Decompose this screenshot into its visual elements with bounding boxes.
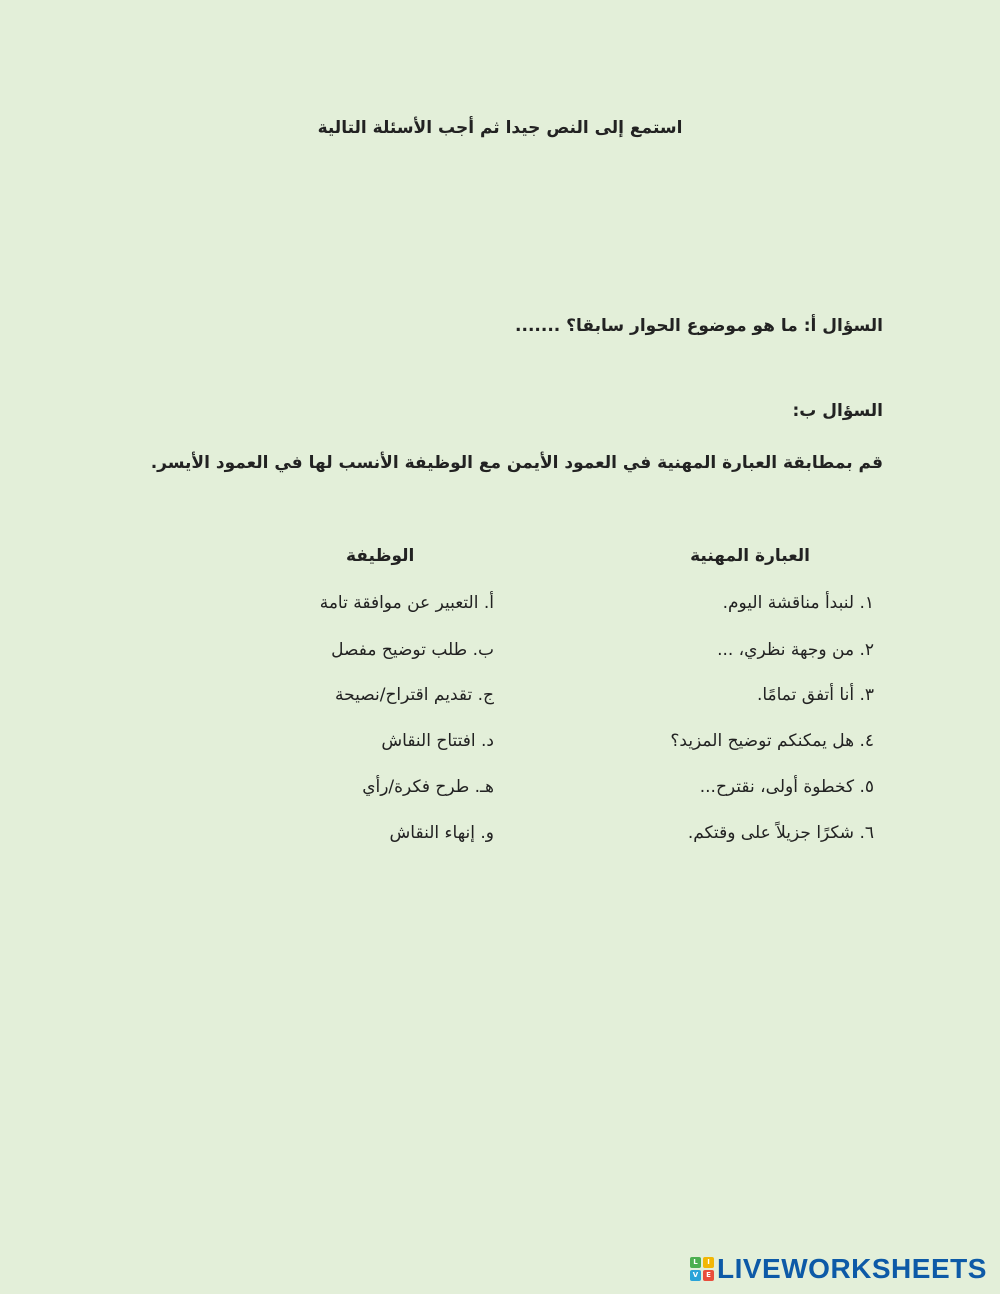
question-b-instruction: قم بمطابقة العبارة المهنية في العمود الأيمن مع الوظيفة الأنسب لها في العمود الأيسر. <box>150 453 883 473</box>
phrase-item-4: ٤. هل يمكنكم توضيح المزيد؟ <box>670 731 874 751</box>
logo-mark-icon <box>690 1257 714 1281</box>
function-item-b: ب. طلب توضيح مفصل <box>331 640 494 660</box>
liveworksheets-logo[interactable] <box>690 1252 987 1286</box>
logo-text: LIVEWORKSHEETS <box>717 1253 987 1284</box>
page-title: استمع إلى النص جيدا ثم أجب الأسئلة التالية <box>317 118 683 138</box>
function-item-f: و. إنهاء النقاش <box>389 823 494 843</box>
phrase-item-2: ٢. من وجهة نظري، ... <box>717 640 874 660</box>
phrase-item-3: ٣. أنا أتفق تمامًا. <box>756 685 874 705</box>
function-item-e: هـ. طرح فكرة/رأي <box>362 777 494 797</box>
logo-mark-cell: V <box>690 1270 701 1281</box>
function-item-d: د. افتتاح النقاش <box>381 731 494 751</box>
phrase-item-6: ٦. شكرًا جزيلاً على وقتكم. <box>687 823 874 843</box>
logo-mark-cell: E <box>703 1270 714 1281</box>
column-header-phrases: العبارة المهنية <box>690 546 810 566</box>
question-b-label: السؤال ب: <box>792 401 883 421</box>
logo-mark-cell: I <box>703 1257 714 1268</box>
function-item-c: ج. تقديم اقتراح/نصيحة <box>335 685 494 705</box>
function-item-a: أ. التعبير عن موافقة تامة <box>319 593 494 613</box>
phrase-item-5: ٥. كخطوة أولى، نقترح... <box>699 777 874 797</box>
question-a: السؤال أ: ما هو موضوع الحوار سابقا؟ ....... <box>515 316 883 336</box>
logo-mark-cell: L <box>690 1257 701 1268</box>
phrase-item-1: ١. لنبدأ مناقشة اليوم. <box>722 593 874 613</box>
column-header-functions: الوظيفة <box>346 546 415 566</box>
